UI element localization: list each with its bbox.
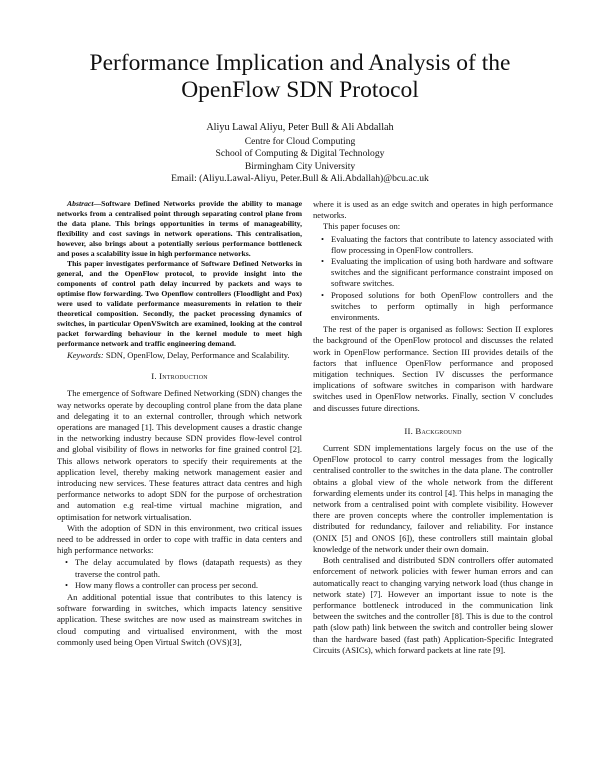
abstract-paragraph-1 [57,199,302,259]
organisation-paragraph: The rest of the paper is organised as follows: Section II explores the background of the OpenFlow protocol and discusses the related work in OpenFlow performance. Section III provides details of the factors that influence OpenFlow performance and proposed mitigation techniques. Section IV discusses the performance implications of software switches in comparison with hardware switches used in OpenFlow networks. Finally, section V concludes and discusses future directions. [313,324,553,413]
right-column [313,199,553,656]
abstract [57,199,302,349]
abstract-lead: Abstract [67,199,94,208]
section-name: Introduction [159,371,208,382]
intro-paragraph-2: With the adoption of SDN in this environment, two critical issues need to be addressed in order to cope with traffic in data centers and high performance networks: [57,522,302,556]
focus-intro: This paper focuses on: [323,221,401,232]
author-block [100,122,500,186]
list-item: • How many flows a controller can process per second. [75,580,302,591]
keywords-label: Keywords: [67,350,104,360]
focus-list [313,234,553,324]
section-heading-background [313,426,553,437]
intro-issue-list [57,557,302,591]
intro-paragraph-3: An additional potential issue that contributes to this latency is software forwarding in switches, which impacts latency sensitive application. These switches are now used as mainstream switches in cloud computing and virtualised environment, with the most commonly used being Open Virtual Switch (OVS)[3], [57,592,302,647]
list-item: • The delay accumulated by flows (datapath requests) as they traverse the control path. [75,557,302,579]
background-paragraph-1: Current SDN implementations largely focus on the use of the OpenFlow protocol to carry control messages from the logically centralised controller to the switches in the data plane. The controller obtains a global view of the whole network from the different forwarding elements under its control [4]. This helps in managing the network from a centralised point with complete visibility. However there are proven concepts where the controller implementation is distributed for redundancy, failover and reliability. For instance (ONIX [5] and ONOS [6]), these controllers still maintain global knowledge of the network under their own domain. [313,443,553,554]
title-line-1: Performance Implication and Analysis of the [89,50,511,76]
abstract-paragraph-2: This paper investigates performance of Software Defined Networks in general, and the OpenFlow protocol, to provide insight into the components of control path delay incurred by packets and ways to optimise flow forwarding. Two Openflow controllers (Floodlight and Pox) were used to validate performance measurements in relation to their theoretical composition. Secondly, the packet processing dynamics of switches, in particular OpenVSwitch are examined, looking at the control packet forwarding behaviour in the kernel module to meet high performance network and traffic engineering demand. [57,259,302,348]
paper-title [40,50,560,104]
section-number: II. [404,425,416,436]
affiliation-school: School of Computing & Digital Technology [215,148,385,160]
intro-paragraph-1: The emergence of Software Defined Networking (SDN) changes the way networks operate by decoupling control plane from the data plane and delegating it to an external controller, through which network operations are managed [1]. This development causes a drastic change in the networking industry because SDN provides flow-level control and global visibility of flows in networks for fine grained control [2]. This allows network operators to specify their requirements at the application level, thereby making network management easier and introducing new services. These features attract data centres and high performance networks to adopt SDN for the purpose of orchestration and automation e.g real-time virtual machine migration, and optimisation for network virtualisation. [57,388,302,522]
keywords [57,350,302,361]
keywords-text: SDN, OpenFlow, Delay, Performance and Scalability. [103,350,290,360]
list-item: • Evaluating the implication of using both hardware and software switches and the significant performance constraint imposed on software switches. [331,256,553,290]
author-names: Aliyu Lawal Aliyu, Peter Bull & Ali Abdallah [206,122,394,133]
section-name: Background [415,425,462,436]
intro-continuation: where it is used as an edge switch and operates in high performance networks. [313,199,553,221]
section-number: I. [151,371,160,382]
abstract-text-1: —Software Defined Networks provide the ability to manage networks from a centralised point through separating control plane from the data plane. This brings opportunities in terms of manageability, flexibility and cost savings in network operations. This centralisation, however, also brings about a potentially serious performance bottleneck and poses a scalability issue in high performance networks. [57,199,302,258]
section-heading-introduction [57,371,302,382]
title-line-2: OpenFlow SDN Protocol [181,77,419,103]
list-item: • Proposed solutions for both OpenFlow controllers and the switches to perform optimally in high performance environments. [331,290,553,324]
background-paragraph-2: Both centralised and distributed SDN controllers offer automated enforcement of network policies with fewer human errors and can automatically react to changing varying network load (thus change in network state) [7]. However an important issue to note is the performance bottleneck introduced in the communication link between the switches and the controller [8]. This is due to the control path (slow path) link between the switch and controller being slower than the hardware based (fast path) Application-Specific Integrated Circuits (ASICs), which forward packets at line rate [9]. [313,555,553,655]
list-item: • Evaluating the factors that contribute to latency associated with flow processing in OpenFlow controllers. [331,234,553,256]
affiliation-centre: Centre for Cloud Computing [244,135,356,147]
affiliation-university: Birmingham City University [244,160,356,172]
left-column [57,199,302,648]
author-email: Email: (Aliyu.Lawal-Aliyu, Peter.Bull & Ali.Abdallah)@bcu.ac.uk [171,173,429,185]
